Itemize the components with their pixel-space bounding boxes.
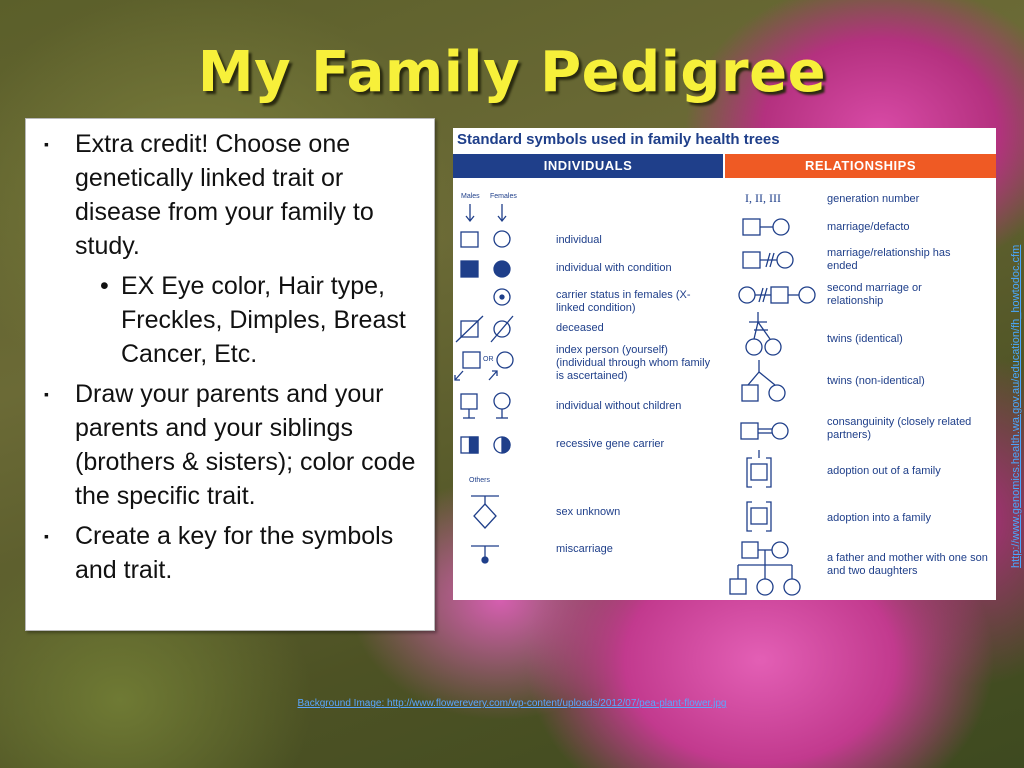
bullet-text: Create a key for the symbols and trait. <box>75 522 394 584</box>
bullet-item <box>40 377 422 513</box>
bullet-text-box <box>25 118 435 631</box>
no-children-label: individual without children <box>556 400 682 412</box>
second-marriage-icon <box>739 287 815 303</box>
index-male-icon <box>455 352 480 380</box>
ended-relationship-icon <box>743 252 793 268</box>
adoption-in-icon <box>747 502 771 531</box>
deceased-label: deceased <box>556 322 604 334</box>
female-arrow-icon <box>498 204 506 221</box>
family-label: a father and mother with one son and two daughters <box>827 552 988 577</box>
pedigree-symbols-chart <box>453 128 996 600</box>
marriage-icon <box>743 219 789 235</box>
second-marriage-label: second marriage or relationship <box>827 282 922 307</box>
background-credit-link[interactable]: Background Image: http://www.flowerevery.com/wp-content/uploads/2012/07/pea-plant-flower.jpg <box>297 698 727 709</box>
identical-twins-icon <box>746 312 781 355</box>
index-person-label: index person (yourself) (individual through whom family is ascertained) <box>556 344 711 382</box>
sub-bullet-item <box>40 269 422 371</box>
bullet-text: Extra credit! Choose one genetically linked trait or disease from your family to study. <box>75 130 374 260</box>
condition-label: individual with condition <box>556 262 672 274</box>
sub-bullet-marker: • <box>100 272 109 300</box>
miscarriage-icon <box>471 546 499 563</box>
adoption-in-label: adoption into a family <box>827 512 931 524</box>
affected-male-icon <box>461 261 478 277</box>
chart-title: Standard symbols used in family health trees <box>457 131 780 148</box>
adoption-out-icon <box>747 450 771 487</box>
male-square-icon <box>461 232 478 247</box>
deceased-male-icon <box>456 316 483 342</box>
ended-label: marriage/relationship has ended <box>827 247 951 272</box>
individual-label: individual <box>556 234 602 246</box>
twins-identical-label: twins (identical) <box>827 333 903 345</box>
bullet-item <box>40 127 422 263</box>
individuals-header: INDIVIDUALS <box>453 154 723 178</box>
non-identical-twins-icon <box>742 360 785 401</box>
affected-female-icon <box>494 261 510 277</box>
recessive-carrier-female-icon <box>494 437 510 453</box>
marriage-label: marriage/defacto <box>827 221 910 233</box>
childless-female-icon <box>494 393 510 418</box>
consanguinity-icon <box>741 423 788 439</box>
female-circle-icon <box>494 231 510 247</box>
bullet-marker: ▪ <box>44 136 49 152</box>
bullet-text: Draw your parents and your parents and your siblings (brothers & sisters); color code the specific trait. <box>75 380 416 510</box>
recessive-carrier-male-icon <box>461 437 478 453</box>
source-link-text[interactable]: http://www.genomics.health.wa.gov.au/education/fh_howtodoc.cfm <box>1010 244 1022 568</box>
consanguinity-label: consanguinity (closely related partners) <box>827 416 972 441</box>
females-label: Females <box>490 193 517 200</box>
bullet-item <box>40 519 422 587</box>
carrier-label: carrier status in females (X-linked condition) <box>556 289 691 314</box>
sex-unknown-icon <box>471 496 499 528</box>
recessive-label: recessive gene carrier <box>556 438 665 450</box>
bullet-marker: ▪ <box>44 528 49 544</box>
generation-numerals: I, II, III <box>745 191 781 205</box>
relationships-header: RELATIONSHIPS <box>725 154 996 178</box>
generation-label: generation number <box>827 193 920 205</box>
deceased-female-icon <box>491 316 513 342</box>
sub-bullet-text: EX Eye color, Hair type, Freckles, Dimples, Breast Cancer, Etc. <box>121 272 406 368</box>
source-link-vertical[interactable] <box>1010 244 1022 574</box>
male-arrow-icon <box>466 204 474 221</box>
childless-male-icon <box>461 394 477 418</box>
or-label: OR <box>483 356 494 363</box>
bullet-marker: ▪ <box>44 386 49 402</box>
sex-unknown-label: sex unknown <box>556 506 621 518</box>
slide-title: My Family Pedigree <box>197 40 827 105</box>
nuclear-family-icon <box>730 542 800 595</box>
adoption-out-label: adoption out of a family <box>827 465 941 477</box>
males-label: Males <box>461 193 480 200</box>
twins-non-identical-label: twins (non-identical) <box>827 375 925 387</box>
others-label: Others <box>469 477 491 484</box>
miscarriage-label: miscarriage <box>556 543 613 555</box>
